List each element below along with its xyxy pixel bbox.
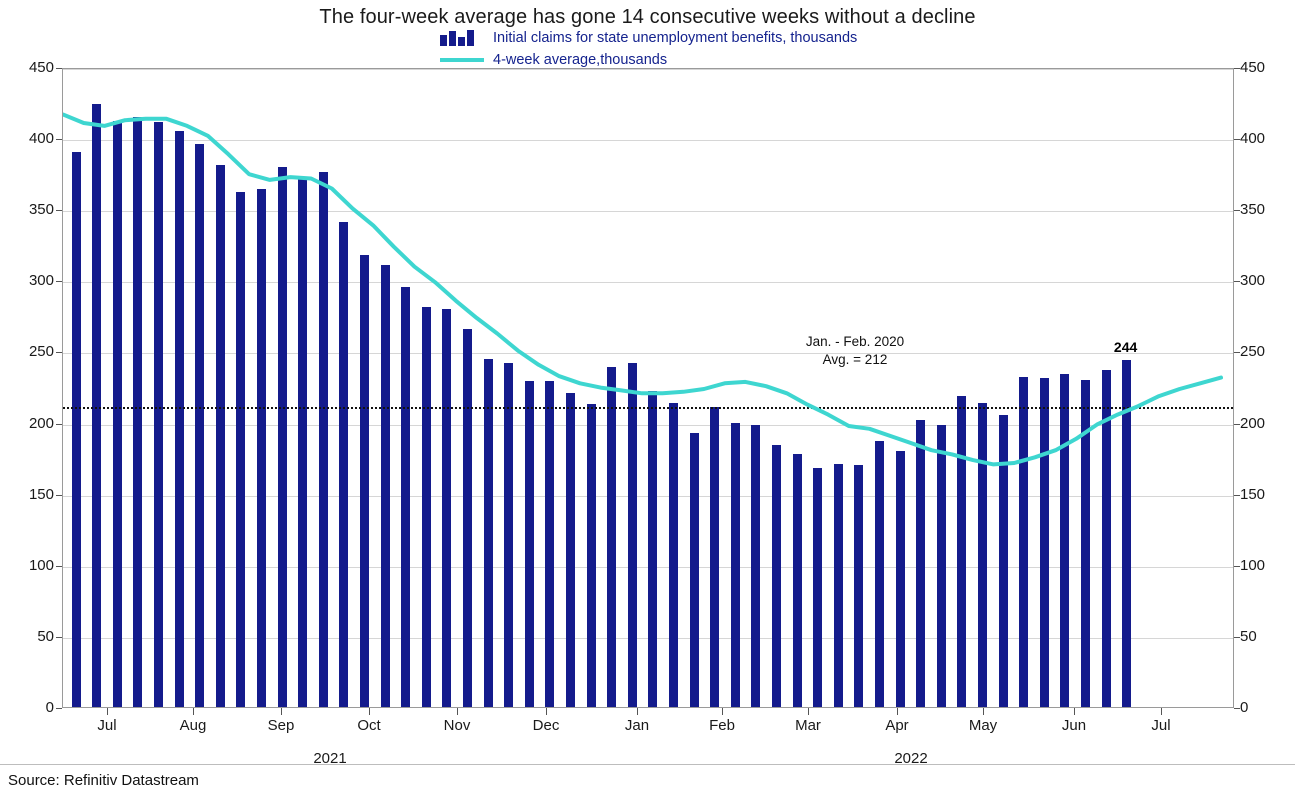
y-axis-tick-left: 50 — [37, 627, 54, 645]
y-axis-tick-mark — [56, 352, 62, 353]
plot-area — [62, 68, 1234, 708]
y-axis-tick-left: 100 — [28, 556, 54, 574]
x-axis-tick-label: Oct — [357, 717, 381, 734]
y-axis-tick-right: 50 — [1240, 627, 1257, 645]
four-week-average-line — [63, 69, 1233, 707]
x-axis-tick-mark — [983, 708, 984, 715]
last-value-label: 244 — [1113, 338, 1138, 355]
y-axis-tick-mark — [56, 139, 62, 140]
y-axis-tick-mark — [1234, 68, 1240, 69]
y-axis-tick-right: 0 — [1240, 699, 1249, 716]
x-axis-tick-label: Aug — [179, 717, 207, 734]
y-axis-tick-mark — [1234, 424, 1240, 425]
reference-annotation — [806, 333, 904, 369]
source-label: Source: Refinitiv Datastream — [8, 772, 199, 789]
y-axis-tick-right: 300 — [1240, 272, 1266, 290]
y-axis-tick-left: 350 — [28, 201, 54, 219]
y-axis-tick-left: 200 — [28, 414, 54, 432]
y-axis-tick-mark — [1234, 708, 1240, 709]
y-axis-tick-right: 200 — [1240, 414, 1266, 432]
legend — [440, 27, 857, 71]
y-axis-tick-left: 300 — [28, 272, 54, 290]
chart-title: The four-week average has gone 14 consecutive weeks without a decline — [319, 6, 976, 28]
x-axis-tick-mark — [546, 708, 547, 715]
legend-item-line — [440, 49, 857, 71]
x-axis-tick-mark — [722, 708, 723, 715]
x-axis-tick-label: Jun — [1061, 717, 1087, 734]
annotation-line-1: Jan. - Feb. 2020 — [805, 334, 905, 349]
line-swatch-icon — [440, 58, 484, 62]
x-axis-year-label: 2021 — [313, 750, 347, 767]
x-axis-tick-label: Sep — [267, 717, 295, 734]
y-axis-tick-right: 400 — [1240, 130, 1266, 148]
x-axis-tick-mark — [637, 708, 638, 715]
x-axis-tick-label: May — [968, 717, 998, 734]
y-axis-tick-mark — [56, 495, 62, 496]
y-axis-tick-mark — [56, 708, 62, 709]
y-axis-tick-mark — [56, 281, 62, 282]
x-axis-tick-mark — [808, 708, 809, 715]
y-axis-tick-mark — [1234, 566, 1240, 567]
y-axis-tick-right: 150 — [1240, 485, 1266, 503]
y-axis-tick-mark — [1234, 281, 1240, 282]
y-axis-tick-mark — [56, 68, 62, 69]
x-axis-tick-mark — [107, 708, 108, 715]
x-axis-tick-mark — [193, 708, 194, 715]
x-axis-tick-label: Dec — [532, 717, 560, 734]
x-axis-tick-label: Jan — [624, 717, 650, 734]
y-axis-tick-mark — [1234, 139, 1240, 140]
y-axis-tick-mark — [1234, 495, 1240, 496]
y-axis-tick-mark — [56, 424, 62, 425]
footer-divider — [0, 764, 1295, 765]
x-axis-tick-mark — [897, 708, 898, 715]
x-axis-tick-mark — [1074, 708, 1075, 715]
y-axis-tick-mark — [56, 210, 62, 211]
y-axis-tick-right: 350 — [1240, 201, 1266, 219]
x-axis-tick-mark — [457, 708, 458, 715]
y-axis-tick-right: 100 — [1240, 556, 1266, 574]
y-axis-tick-left: 150 — [28, 485, 54, 503]
x-axis-tick-label: Jul — [97, 717, 117, 734]
x-axis-tick-label: Apr — [885, 717, 909, 734]
legend-label-line: 4-week average,thousands — [493, 52, 668, 68]
y-axis-tick-mark — [1234, 210, 1240, 211]
y-axis-tick-mark — [1234, 637, 1240, 638]
annotation-line-2: Avg. = 212 — [822, 352, 888, 368]
y-axis-tick-left: 400 — [28, 130, 54, 148]
y-axis-tick-left: 250 — [28, 343, 54, 361]
legend-item-bars — [440, 27, 857, 49]
bar-swatch-icon — [440, 30, 484, 46]
x-axis-tick-mark — [1161, 708, 1162, 715]
x-axis-tick-label: Mar — [795, 717, 821, 734]
x-axis-tick-mark — [369, 708, 370, 715]
y-axis-tick-left: 450 — [28, 59, 54, 76]
y-axis-tick-mark — [1234, 352, 1240, 353]
y-axis-tick-mark — [56, 566, 62, 567]
x-axis-tick-label: Nov — [443, 717, 471, 734]
x-axis-tick-label: Feb — [709, 717, 735, 734]
y-axis-tick-mark — [56, 637, 62, 638]
legend-label-bars: Initial claims for state unemployment benefits, thousands — [493, 30, 858, 46]
y-axis-tick-right: 450 — [1240, 59, 1266, 76]
y-axis-tick-right: 250 — [1240, 343, 1266, 361]
y-axis-tick-left: 0 — [45, 699, 54, 716]
x-axis-tick-mark — [281, 708, 282, 715]
x-axis-tick-label: Jul — [1151, 717, 1171, 734]
x-axis-year-label: 2022 — [894, 750, 928, 767]
